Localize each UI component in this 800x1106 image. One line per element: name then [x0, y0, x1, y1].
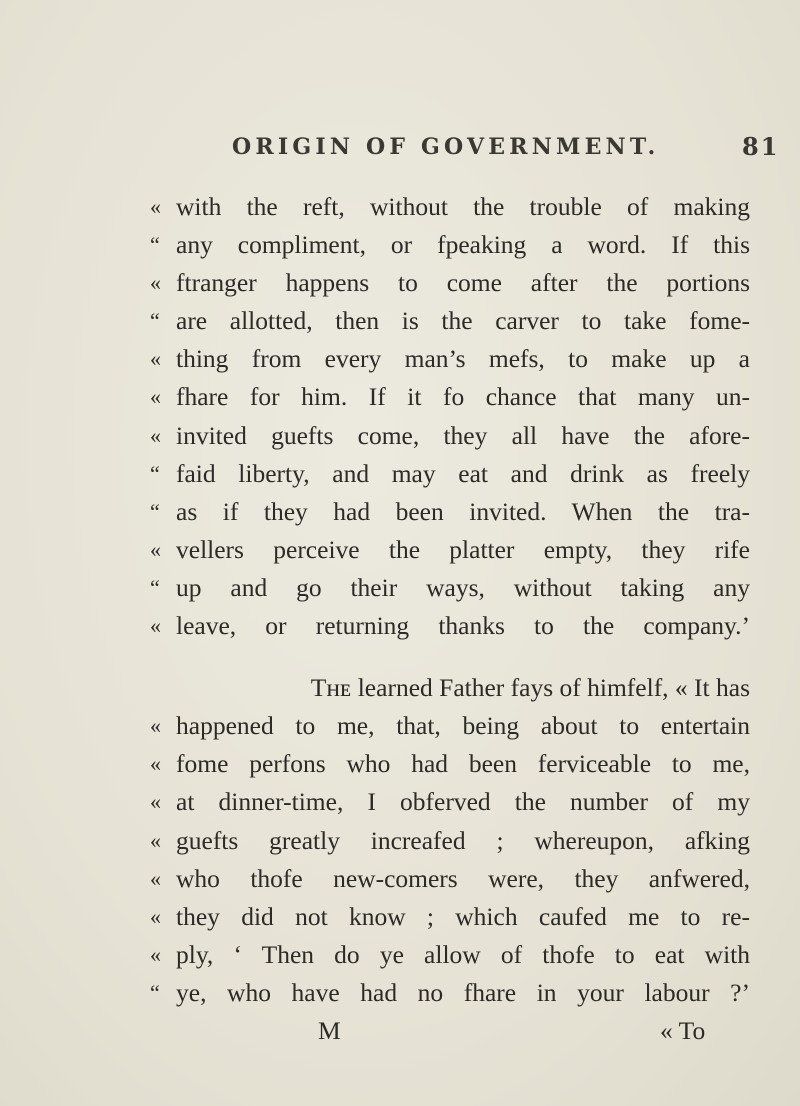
quote-mark: «: [150, 613, 161, 639]
quote-mark: «: [150, 941, 161, 967]
quote-mark: “: [150, 574, 160, 600]
quote-mark: «: [150, 270, 161, 296]
paragraph-1: [150, 188, 750, 645]
text-line: [150, 417, 750, 455]
line-text: faid liberty, and may eat and drink as freely: [176, 458, 750, 488]
signature-mark: M: [318, 1015, 341, 1045]
quote-mark: «: [150, 346, 161, 372]
quote-mark: «: [150, 384, 161, 410]
quote-mark: “: [150, 308, 160, 334]
line-text: guefts greatly increafed ; whereupon, afking: [176, 825, 750, 855]
quote-mark: “: [150, 232, 160, 258]
quote-mark: “: [150, 498, 160, 524]
line-text: invited guefts come, they all have the afore-: [176, 420, 750, 450]
text-line: [150, 569, 750, 607]
quote-mark: “: [150, 979, 160, 1005]
text-line: [150, 974, 750, 1012]
page-number: 81: [742, 132, 780, 161]
line-text: happened to me, that, being about to entertain: [176, 711, 750, 741]
line-text: with the reft, without the trouble of making: [176, 192, 750, 221]
text-line: [150, 707, 750, 745]
line-text: ftranger happens to come after the portions: [176, 268, 750, 298]
line-text: fome perfons who had been ferviceable to me,: [176, 749, 750, 779]
line-text: ye, who have had no fhare in your labour ?’: [176, 977, 750, 1007]
line-text: any compliment, or fpeaking a word. If this: [176, 230, 750, 260]
body-text: [150, 188, 750, 1050]
line-text: ply, ‘ Then do ye allow of thofe to eat with: [176, 939, 750, 969]
line-text: vellers perceive the platter empty, they rife: [176, 534, 750, 564]
line-text: fhare for him. If it fo chance that many un-: [176, 382, 750, 412]
paragraph-2: [150, 707, 750, 1012]
text-line: [150, 860, 750, 898]
quote-mark: “: [150, 460, 160, 486]
quote-mark: «: [150, 713, 161, 739]
line-text: leave, or returning thanks to the company.’: [176, 611, 750, 641]
quote-mark: «: [150, 536, 161, 562]
line-text: are allotted, then is the carver to take fome-: [176, 306, 750, 336]
page-footer: [150, 1012, 750, 1050]
line-text: at dinner-time, I obferved the number of my: [176, 787, 750, 817]
text-line: [150, 302, 750, 340]
page-header: [0, 134, 800, 174]
text-line: [150, 188, 750, 226]
quote-mark: «: [150, 903, 161, 929]
quote-mark: «: [150, 865, 161, 891]
line-text: up and go their ways, without taking any: [176, 572, 750, 602]
line-text: who thofe new-comers were, they anfwered,: [176, 863, 750, 893]
text-line: [150, 264, 750, 302]
text-line: [150, 340, 750, 378]
line-text: as if they had been invited. When the tra-: [176, 496, 750, 526]
text-line: [150, 607, 750, 645]
quote-mark: «: [150, 827, 161, 853]
line-text: they did not know ; which caufed me to re-: [176, 901, 750, 931]
paragraph-gap: [150, 645, 750, 669]
text-line: [150, 936, 750, 974]
text-line: [150, 531, 750, 569]
quote-mark: «: [150, 751, 161, 777]
quote-mark: «: [150, 194, 161, 219]
catchword: « To: [660, 1015, 706, 1045]
line-text: thing from every man’s mefs, to make up a: [176, 344, 750, 374]
text-line: [150, 898, 750, 936]
quote-mark: «: [150, 422, 161, 448]
paragraph-2-first-line: Tʜᴇ learned Father fays of himfelf, « It has: [310, 673, 750, 703]
text-line: [150, 226, 750, 264]
text-line: [150, 822, 750, 860]
text-line: [150, 378, 750, 416]
text-line: [150, 745, 750, 783]
text-line: [150, 455, 750, 493]
text-line: [150, 493, 750, 531]
quote-mark: «: [150, 789, 161, 815]
text-line: [150, 783, 750, 821]
running-head: ORIGIN OF GOVERNMENT.: [232, 134, 660, 160]
